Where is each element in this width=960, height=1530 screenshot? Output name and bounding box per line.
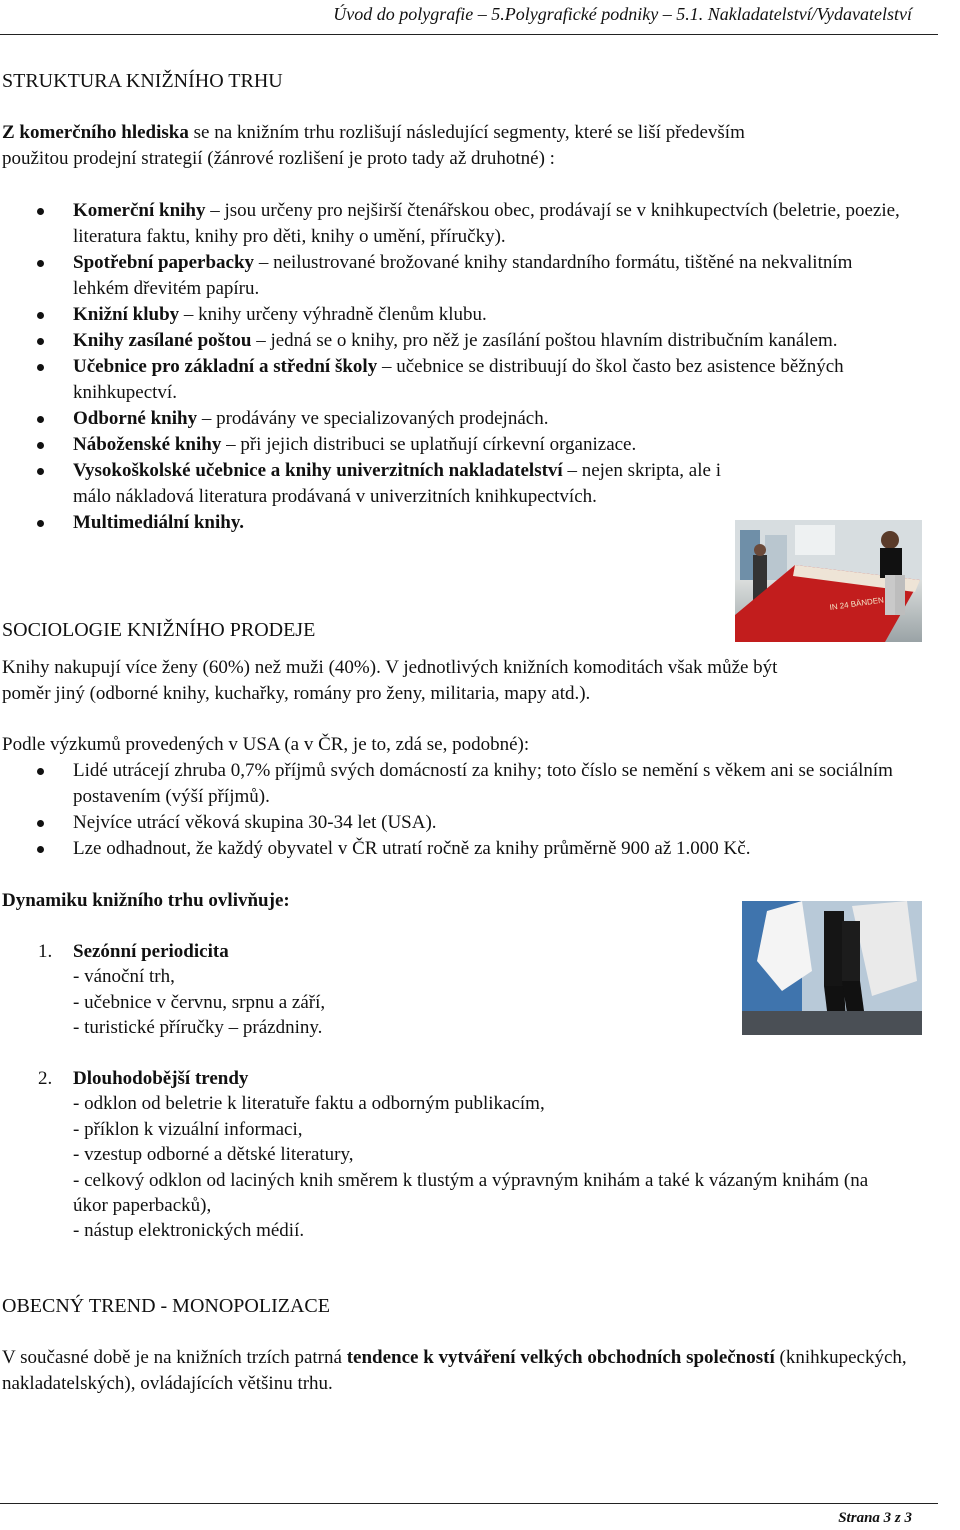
page-number: Strana 3 z 3: [838, 1510, 912, 1526]
list-item: [0, 198, 900, 250]
dynamics-item-2: [0, 1066, 900, 1244]
section-title-structure: STRUKTURA KNIŽNÍHO TRHU: [2, 70, 283, 92]
item-bold: Multimediální knihy.: [73, 512, 245, 533]
item-line: - turistické příručky – prázdniny.: [73, 1017, 323, 1039]
list-item: [0, 406, 900, 432]
item-number: 2.: [38, 1068, 53, 1089]
item-line: - příklon k vizuální informaci,: [73, 1118, 303, 1140]
item-text: – učebnice se distribuují do škol často bez asistence běžných knihkupectví.: [73, 356, 844, 403]
book-cover-text: IN 24 BÄNDEN: [829, 595, 885, 612]
survey-list: [0, 758, 910, 862]
bookstore-photo: [735, 520, 922, 642]
item-title: Sezónní periodicita: [73, 941, 229, 962]
item-line: - nástup elektronických médií.: [73, 1220, 305, 1242]
item-bold: Knihy zasílané poštou: [73, 330, 252, 351]
item-bold: Komerční knihy: [73, 200, 206, 221]
list-item: [0, 328, 900, 354]
list-item: [0, 458, 738, 510]
list-item: [0, 1066, 900, 1244]
section-title-monopolization: OBECNÝ TREND - MONOPOLIZACE: [2, 1295, 330, 1317]
item-line: - vzestup odborné a dětské literatury,: [73, 1144, 354, 1166]
mono-text-bold: tendence k vytváření velkých obchodních společností: [346, 1347, 775, 1368]
item-line: - učebnice v červnu, srpnu a září,: [73, 991, 326, 1013]
item-text: – neilustrované brožované knihy standardního formátu, tištěné na nekvalitním lehkém dřevitém papíru.: [73, 252, 853, 299]
item-bold: Učebnice pro základní a střední školy: [73, 356, 378, 377]
item-bold: Knižní kluby: [73, 304, 180, 325]
intro-paragraph: [2, 120, 902, 172]
list-item: [0, 354, 900, 406]
item-bold: Náboženské knihy: [73, 434, 222, 455]
list-item: [0, 302, 900, 328]
item-line: - celkový odklon od laciných knih směrem k tlustým a výpravným knihám a také k vázaným knihám (na úkor paperbacků),: [73, 1169, 869, 1217]
item-bold: Odborné knihy: [73, 408, 198, 429]
shopping-illustration: [742, 901, 922, 1035]
sociology-paragraph: [2, 655, 932, 707]
dynamics-item-1: [0, 939, 660, 1041]
item-text: – knihy určeny výhradně členům klubu.: [179, 304, 487, 325]
sociology-line1: Knihy nakupují více ženy (60%) než muži (40%). V jednotlivých knižních komoditách však může být: [2, 657, 778, 678]
intro-line2: použitou prodejní strategií (žánrové rozlišení je proto tady až druhotné) :: [2, 148, 555, 169]
mono-text-before: V současné době je na knižních trzích patrná: [2, 1347, 347, 1368]
item-text: – jedná se o knihy, pro něž je zasílání poštou hlavním distribučním kanálem.: [251, 330, 838, 351]
intro-bold: Z komerčního hlediska: [2, 122, 189, 143]
segment-list: [0, 198, 900, 536]
footer-rule: [0, 1503, 938, 1504]
list-item: [0, 432, 900, 458]
section-title-sociology: SOCIOLOGIE KNIŽNÍHO PRODEJE: [2, 619, 316, 641]
item-bold: Spotřební paperbacky: [73, 252, 255, 273]
section-title-dynamics: Dynamiku knižního trhu ovlivňuje:: [2, 890, 290, 911]
item-title: Dlouhodobější trendy: [73, 1068, 249, 1089]
item-bold: Vysokoškolské učebnice a knihy univerzitních nakladatelství: [73, 460, 563, 481]
item-text: – při jejich distribuci se uplatňují církevní organizace.: [221, 434, 637, 455]
header-rule: [0, 34, 938, 35]
item-text: – prodávány ve specializovaných prodejnách.: [197, 408, 549, 429]
list-item: Lidé utrácejí zhruba 0,7% příjmů svých domácností za knihy; toto číslo se nemění s věkem ani se sociálním postavením (výší příjmů).: [0, 758, 910, 810]
mono-text-after: (knihkupeckých, nakladatelských), ovládajících většinu trhu.: [2, 1347, 907, 1394]
intro-line1: se na knižním trhu rozlišují následující segmenty, které se liší především: [188, 122, 745, 143]
item-line: - odklon od beletrie k literatuře faktu a odborným publikacím,: [73, 1093, 545, 1115]
item-number: 1.: [38, 941, 53, 962]
monopolization-paragraph: [2, 1345, 927, 1397]
list-item: Lze odhadnout, že každý obyvatel v ČR utratí ročně za knihy průměrně 900 až 1.000 Kč.: [0, 836, 910, 862]
list-item: [0, 250, 900, 302]
running-header: Úvod do polygrafie – 5.Polygrafické podniky – 5.1. Nakladatelství/Vydavatelství: [333, 4, 912, 24]
item-text: – nejen skripta, ale i málo nákladová literatura prodávaná v univerzitních knihkupectvích.: [73, 460, 721, 507]
item-text: – jsou určeny pro nejširší čtenářskou obec, prodávají se v knihkupectvích (beletrie, poezie, literatura faktu, knihy pro děti, knihy o umění, příručky).: [73, 200, 900, 247]
list-item: Nejvíce utrácí věková skupina 30-34 let (USA).: [0, 810, 910, 836]
sociology-line2: poměr jiný (odborné knihy, kuchařky, romány pro ženy, militaria, mapy atd.).: [2, 683, 591, 704]
item-line: - vánoční trh,: [73, 966, 175, 988]
list-item: [0, 939, 660, 1041]
bookstore-illustration: [735, 520, 922, 642]
survey-intro: Podle výzkumů provedených v USA (a v ČR, je to, zdá se, podobné):: [2, 734, 530, 755]
shopping-photo: [742, 901, 922, 1035]
